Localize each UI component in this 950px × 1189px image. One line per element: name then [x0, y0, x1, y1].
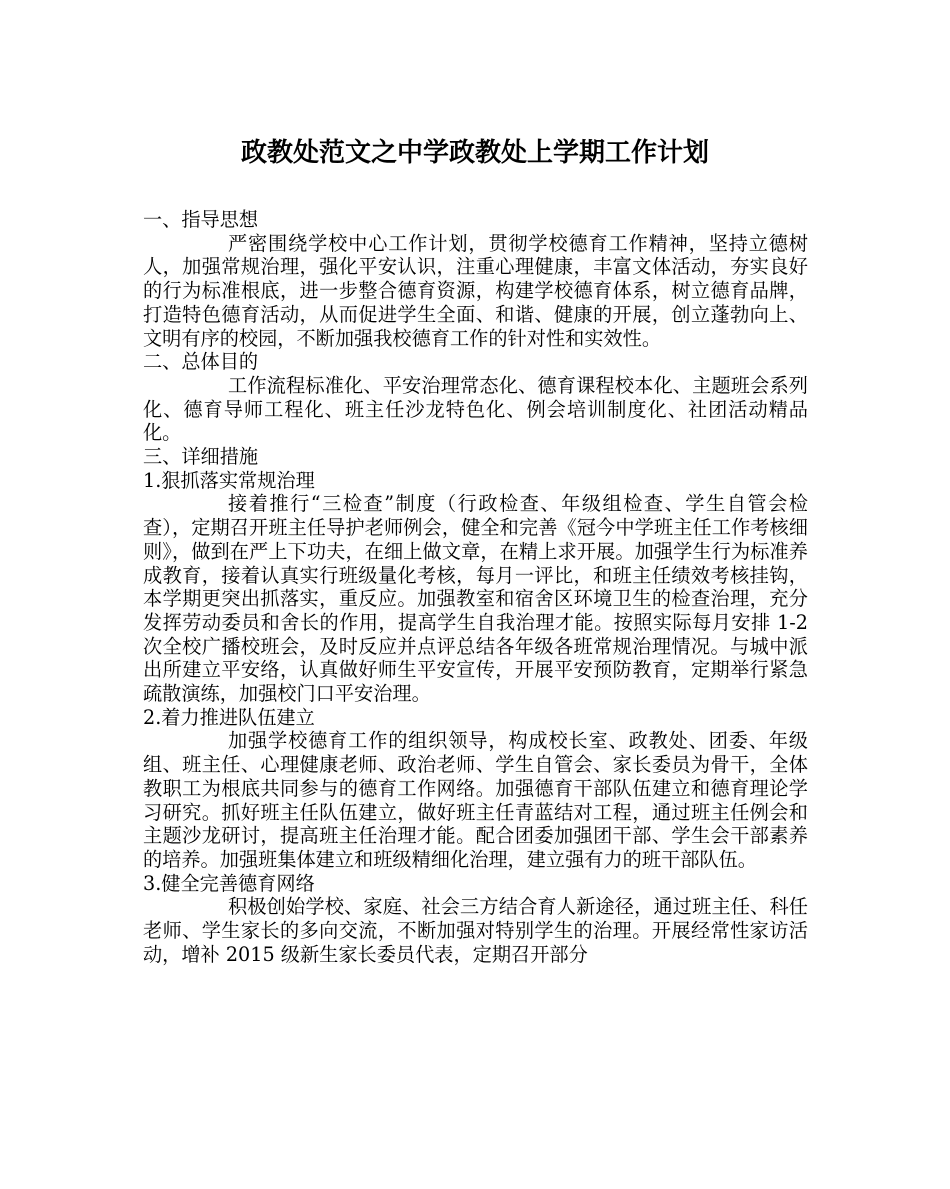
paragraph-moral-network: 积极创始学校、家庭、社会三方结合育人新途径，通过班主任、科任老师、学生家长的多向交流，不断加强对特别学生的治理。开展经常性家访活动，增补 2015 级新生家长委员代表，定期召开部分 [143, 895, 808, 966]
subheading-routine-management: 1.狠抓落实常规治理 [143, 468, 315, 492]
section-heading-guiding-thought: 一、指导思想 [143, 208, 259, 231]
paragraph-overall-goal: 工作流程标准化、平安治理常态化、德育课程校本化、主题班会系列化、德育导师工程化、班主任沙龙特色化、例会培训制度化、社团活动精品化。 [143, 373, 808, 445]
subheading-team-building: 2.着力推进队伍建立 [143, 705, 315, 729]
paragraph-routine-management: 接着推行“三检查”制度（行政检查、年级组检查、学生自管会检查），定期召开班主任导护老师例会，健全和完善《冠今中学班主任工作考核细则》，做到在严上下功夫，在细上做文章，在精上求开展。加强学生行为标准养成教育，接着认真实行班级量化考核，每月一评比，和班主任绩效考核挂钩，本学期更突出抓落实，重反应。加强教室和宿舍区环境卫生的检查治理，充分发挥劳动委员和舍长的作用，提高学生自我治理才能。按照实际每月安排 1-2 次全校广播校班会，及时反应并点评总结各年级各班常规治理情况。与城中派出所建立平安络，认真做好师生平安宣传，开展平安预防教育，定期举行紧急疏散演练，加强校门口平安治理。 [143, 492, 808, 706]
subheading-moral-network: 3.健全完善德育网络 [143, 871, 315, 895]
document-body [143, 208, 808, 967]
section-heading-measures: 三、详细措施 [143, 445, 259, 469]
document-title: 政教处范文之中学政教处上学期工作计划 [240, 138, 709, 168]
section-heading-overall-goal: 二、总体目的 [143, 350, 259, 374]
paragraph-guiding-thought: 严密围绕学校中心工作计划，贯彻学校德育工作精神，坚持立德树人，加强常规治理，强化平安认识，注重心理健康，丰富文体活动，夯实良好的行为标准根底，进一步整合德育资源，构建学校德育体系，树立德育品牌，打造特色德育活动，从而促进学生全面、和谐、健康的开展，创立蓬勃向上、文明有序的校园，不断加强我校德育工作的针对性和实效性。 [143, 231, 808, 350]
paragraph-team-building: 加强学校德育工作的组织领导，构成校长室、政教处、团委、年级组、班主任、心理健康老师、政治老师、学生自管会、家长委员为骨干，全体教职工为根底共同参与的德育工作网络。加强德育干部队伍建立和德育理论学习研究。抓好班主任队伍建立，做好班主任青蓝结对工程，通过班主任例会和主题沙龙研讨，提高班主任治理才能。配合团委加强团干部、学生会干部素养的培养。加强班集体建立和班级精细化治理，建立强有力的班干部队伍。 [143, 729, 808, 871]
